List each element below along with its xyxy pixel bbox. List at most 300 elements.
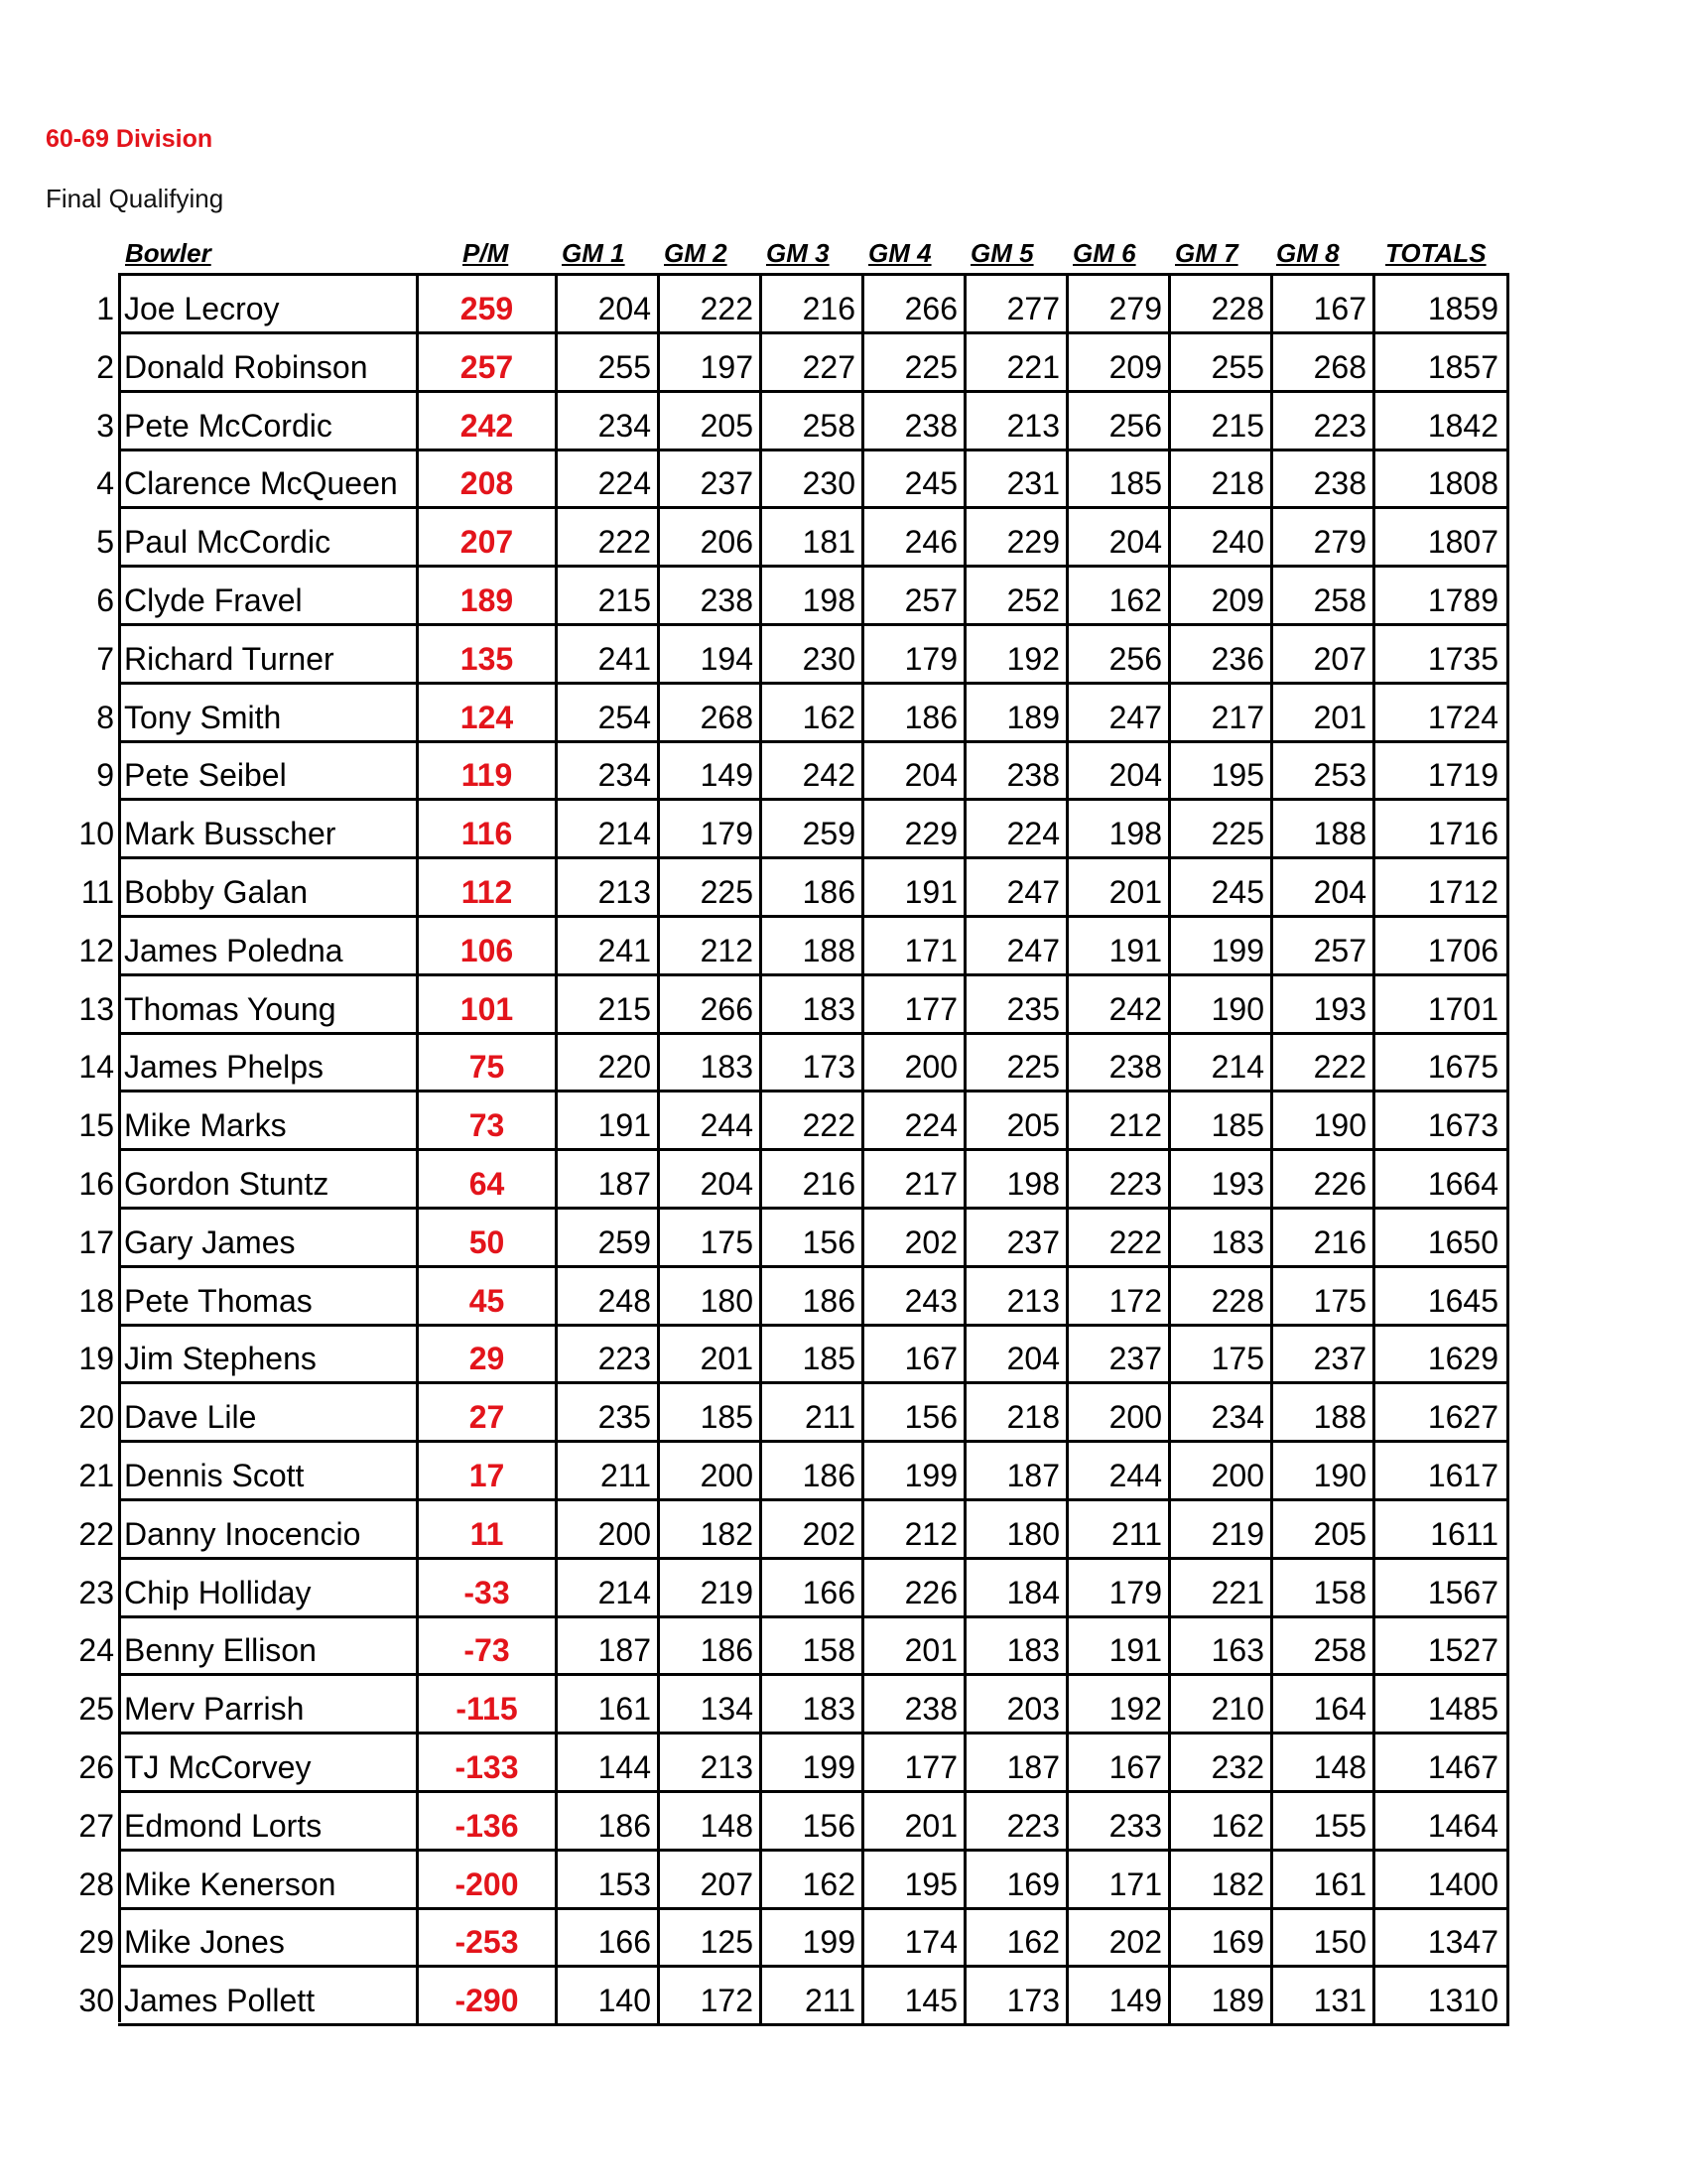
pm-cell: 124 xyxy=(419,685,558,743)
game-score-cell: 257 xyxy=(864,568,967,626)
game-score-cell: 238 xyxy=(1273,450,1375,509)
table-row xyxy=(96,685,1512,743)
standings-table xyxy=(78,273,1509,2022)
game-score-cell: 162 xyxy=(1171,1793,1273,1852)
game-score-cell: 213 xyxy=(558,859,660,918)
rank-cell: 30 xyxy=(78,1983,114,2019)
game-score-cell: 248 xyxy=(558,1268,660,1327)
header-gm6: GM 6 xyxy=(1073,238,1136,268)
bowler-name-cell: Paul McCordic xyxy=(118,509,419,568)
total-cell: 1716 xyxy=(1375,801,1509,859)
game-score-cell: 240 xyxy=(1171,509,1273,568)
game-score-cell: 218 xyxy=(1171,450,1273,509)
game-score-cell: 232 xyxy=(1171,1734,1273,1793)
header-bowler: Bowler xyxy=(125,238,211,268)
game-score-cell: 188 xyxy=(1273,801,1375,859)
division-title: 60-69 Division xyxy=(46,125,213,153)
game-score-cell: 202 xyxy=(1069,1909,1171,1968)
table-row xyxy=(78,1443,1512,1501)
game-score-cell: 163 xyxy=(1171,1617,1273,1676)
game-score-cell: 220 xyxy=(558,1034,660,1092)
game-score-cell: 156 xyxy=(762,1793,864,1852)
game-score-cell: 153 xyxy=(558,1852,660,1910)
total-cell: 1464 xyxy=(1375,1793,1509,1852)
game-score-cell: 245 xyxy=(864,450,967,509)
game-score-cell: 158 xyxy=(1273,1560,1375,1618)
game-score-cell: 134 xyxy=(660,1676,762,1734)
game-score-cell: 161 xyxy=(558,1676,660,1734)
game-score-cell: 216 xyxy=(762,276,864,334)
game-score-cell: 201 xyxy=(1273,685,1375,743)
bowler-name-cell: Joe Lecroy xyxy=(118,276,419,334)
pm-cell: -33 xyxy=(419,1560,558,1618)
rank-cell: 20 xyxy=(78,1399,114,1436)
game-score-cell: 187 xyxy=(558,1151,660,1210)
total-cell: 1807 xyxy=(1375,509,1509,568)
bowler-name-cell: Pete Thomas xyxy=(118,1268,419,1327)
table-row xyxy=(78,1501,1512,1560)
game-score-cell: 258 xyxy=(762,393,864,451)
bowler-name-cell: Chip Holliday xyxy=(118,1560,419,1618)
game-score-cell: 266 xyxy=(660,976,762,1035)
game-score-cell: 185 xyxy=(1171,1092,1273,1151)
header-gm4: GM 4 xyxy=(868,238,932,268)
game-score-cell: 268 xyxy=(1273,334,1375,393)
game-score-cell: 179 xyxy=(864,626,967,685)
game-score-cell: 202 xyxy=(864,1210,967,1268)
game-score-cell: 166 xyxy=(762,1560,864,1618)
table-row xyxy=(96,568,1512,626)
total-cell: 1567 xyxy=(1375,1560,1509,1618)
game-score-cell: 192 xyxy=(1069,1676,1171,1734)
game-score-cell: 205 xyxy=(1273,1501,1375,1560)
pm-cell: 11 xyxy=(419,1501,558,1560)
game-score-cell: 209 xyxy=(1171,568,1273,626)
game-score-cell: 156 xyxy=(864,1384,967,1443)
game-score-cell: 183 xyxy=(967,1617,1069,1676)
game-score-cell: 244 xyxy=(660,1092,762,1151)
table-row xyxy=(78,1151,1512,1210)
game-score-cell: 172 xyxy=(660,1968,762,2026)
game-score-cell: 205 xyxy=(660,393,762,451)
game-score-cell: 255 xyxy=(558,334,660,393)
pm-cell: -136 xyxy=(419,1793,558,1852)
game-score-cell: 222 xyxy=(1069,1210,1171,1268)
game-score-cell: 277 xyxy=(967,276,1069,334)
game-score-cell: 238 xyxy=(864,393,967,451)
rank-cell: 15 xyxy=(78,1107,114,1144)
total-cell: 1808 xyxy=(1375,450,1509,509)
total-cell: 1673 xyxy=(1375,1092,1509,1151)
rank-cell: 9 xyxy=(96,757,114,794)
rank-cell: 4 xyxy=(96,465,114,502)
game-score-cell: 169 xyxy=(1171,1909,1273,1968)
table-row xyxy=(96,276,1512,334)
header-gm5: GM 5 xyxy=(971,238,1034,268)
table-row xyxy=(78,1210,1512,1268)
total-cell: 1645 xyxy=(1375,1268,1509,1327)
game-score-cell: 179 xyxy=(660,801,762,859)
game-score-cell: 190 xyxy=(1171,976,1273,1035)
game-score-cell: 187 xyxy=(967,1734,1069,1793)
game-score-cell: 197 xyxy=(660,334,762,393)
pm-cell: -73 xyxy=(419,1617,558,1676)
game-score-cell: 259 xyxy=(762,801,864,859)
rank-cell: 26 xyxy=(78,1749,114,1785)
game-score-cell: 198 xyxy=(1069,801,1171,859)
game-score-cell: 186 xyxy=(762,859,864,918)
game-score-cell: 217 xyxy=(864,1151,967,1210)
game-score-cell: 180 xyxy=(967,1501,1069,1560)
bowler-name-cell: Danny Inocencio xyxy=(118,1501,419,1560)
total-cell: 1701 xyxy=(1375,976,1509,1035)
table-row xyxy=(78,801,1512,859)
game-score-cell: 223 xyxy=(1069,1151,1171,1210)
total-cell: 1842 xyxy=(1375,393,1509,451)
game-score-cell: 234 xyxy=(1171,1384,1273,1443)
game-score-cell: 187 xyxy=(558,1617,660,1676)
game-score-cell: 217 xyxy=(1171,685,1273,743)
game-score-cell: 225 xyxy=(660,859,762,918)
total-cell: 1400 xyxy=(1375,1852,1509,1910)
game-score-cell: 169 xyxy=(967,1852,1069,1910)
game-score-cell: 242 xyxy=(1069,976,1171,1035)
game-score-cell: 211 xyxy=(762,1384,864,1443)
game-score-cell: 177 xyxy=(864,976,967,1035)
bowler-name-cell: Dave Lile xyxy=(118,1384,419,1443)
table-row xyxy=(78,918,1512,976)
bowler-name-cell: Gary James xyxy=(118,1210,419,1268)
game-score-cell: 222 xyxy=(762,1092,864,1151)
game-score-cell: 238 xyxy=(1069,1034,1171,1092)
game-score-cell: 200 xyxy=(558,1501,660,1560)
game-score-cell: 237 xyxy=(1273,1326,1375,1384)
header-totals: TOTALS xyxy=(1385,238,1487,268)
game-score-cell: 182 xyxy=(660,1501,762,1560)
rank-cell: 16 xyxy=(78,1166,114,1202)
game-score-cell: 241 xyxy=(558,626,660,685)
pm-cell: 135 xyxy=(419,626,558,685)
game-score-cell: 198 xyxy=(762,568,864,626)
bowler-name-cell: Mike Marks xyxy=(118,1092,419,1151)
game-score-cell: 201 xyxy=(1069,859,1171,918)
bowler-name-cell: Pete Seibel xyxy=(118,742,419,801)
game-score-cell: 200 xyxy=(864,1034,967,1092)
game-score-cell: 238 xyxy=(660,568,762,626)
game-score-cell: 131 xyxy=(1273,1968,1375,2026)
table-row xyxy=(78,1034,1512,1092)
total-cell: 1347 xyxy=(1375,1909,1509,1968)
game-score-cell: 162 xyxy=(762,685,864,743)
game-score-cell: 213 xyxy=(967,393,1069,451)
game-score-cell: 195 xyxy=(1171,742,1273,801)
game-score-cell: 255 xyxy=(1171,334,1273,393)
game-score-cell: 172 xyxy=(1069,1268,1171,1327)
game-score-cell: 183 xyxy=(660,1034,762,1092)
bowler-name-cell: Mark Busscher xyxy=(118,801,419,859)
game-score-cell: 209 xyxy=(1069,334,1171,393)
game-score-cell: 212 xyxy=(1069,1092,1171,1151)
bowler-name-cell: Merv Parrish xyxy=(118,1676,419,1734)
game-score-cell: 266 xyxy=(864,276,967,334)
game-score-cell: 171 xyxy=(1069,1852,1171,1910)
game-score-cell: 213 xyxy=(967,1268,1069,1327)
table-row xyxy=(78,1268,1512,1327)
game-score-cell: 173 xyxy=(967,1968,1069,2026)
header-gm7: GM 7 xyxy=(1175,238,1238,268)
game-score-cell: 221 xyxy=(967,334,1069,393)
total-cell: 1735 xyxy=(1375,626,1509,685)
bowler-name-cell: Edmond Lorts xyxy=(118,1793,419,1852)
game-score-cell: 257 xyxy=(1273,918,1375,976)
bowler-name-cell: James Phelps xyxy=(118,1034,419,1092)
pm-cell: 106 xyxy=(419,918,558,976)
pm-cell: 208 xyxy=(419,450,558,509)
game-score-cell: 201 xyxy=(660,1326,762,1384)
rank-cell: 14 xyxy=(78,1049,114,1086)
pm-cell: 116 xyxy=(419,801,558,859)
table-row xyxy=(78,1384,1512,1443)
game-score-cell: 231 xyxy=(967,450,1069,509)
rank-cell: 21 xyxy=(78,1458,114,1493)
game-score-cell: 205 xyxy=(967,1092,1069,1151)
game-score-cell: 227 xyxy=(762,334,864,393)
game-score-cell: 167 xyxy=(1273,276,1375,334)
bowler-name-cell: Thomas Young xyxy=(118,976,419,1035)
rank-cell: 27 xyxy=(78,1807,114,1844)
game-score-cell: 199 xyxy=(1171,918,1273,976)
table-row xyxy=(78,1968,1512,2026)
table-row xyxy=(96,742,1512,801)
table-row xyxy=(96,450,1512,509)
game-score-cell: 214 xyxy=(558,801,660,859)
game-score-cell: 247 xyxy=(967,859,1069,918)
game-score-cell: 204 xyxy=(660,1151,762,1210)
game-score-cell: 191 xyxy=(1069,918,1171,976)
game-score-cell: 204 xyxy=(864,742,967,801)
bowler-name-cell: TJ McCorvey xyxy=(118,1734,419,1793)
game-score-cell: 213 xyxy=(660,1734,762,1793)
game-score-cell: 222 xyxy=(660,276,762,334)
table-row xyxy=(80,859,1512,918)
rank-cell: 22 xyxy=(78,1515,114,1552)
total-cell: 1719 xyxy=(1375,742,1509,801)
game-score-cell: 167 xyxy=(1069,1734,1171,1793)
game-score-cell: 166 xyxy=(558,1909,660,1968)
game-score-cell: 189 xyxy=(967,685,1069,743)
game-score-cell: 256 xyxy=(1069,626,1171,685)
pm-cell: 50 xyxy=(419,1210,558,1268)
bowler-name-cell: Gordon Stuntz xyxy=(118,1151,419,1210)
game-score-cell: 256 xyxy=(1069,393,1171,451)
game-score-cell: 225 xyxy=(1171,801,1273,859)
game-score-cell: 204 xyxy=(1069,509,1171,568)
game-score-cell: 198 xyxy=(967,1151,1069,1210)
game-score-cell: 167 xyxy=(864,1326,967,1384)
game-score-cell: 207 xyxy=(660,1852,762,1910)
game-score-cell: 174 xyxy=(864,1909,967,1968)
game-score-cell: 279 xyxy=(1273,509,1375,568)
game-score-cell: 207 xyxy=(1273,626,1375,685)
pm-cell: 242 xyxy=(419,393,558,451)
pm-cell: -253 xyxy=(419,1909,558,1968)
game-score-cell: 164 xyxy=(1273,1676,1375,1734)
game-score-cell: 224 xyxy=(558,450,660,509)
game-score-cell: 200 xyxy=(1171,1443,1273,1501)
game-score-cell: 182 xyxy=(1171,1852,1273,1910)
game-score-cell: 199 xyxy=(762,1909,864,1968)
total-cell: 1617 xyxy=(1375,1443,1509,1501)
game-score-cell: 148 xyxy=(660,1793,762,1852)
game-score-cell: 216 xyxy=(762,1151,864,1210)
total-cell: 1467 xyxy=(1375,1734,1509,1793)
rank-cell: 5 xyxy=(96,524,114,561)
game-score-cell: 201 xyxy=(864,1793,967,1852)
game-score-cell: 244 xyxy=(1069,1443,1171,1501)
pm-cell: -200 xyxy=(419,1852,558,1910)
game-score-cell: 195 xyxy=(864,1852,967,1910)
game-score-cell: 175 xyxy=(660,1210,762,1268)
header-gm8: GM 8 xyxy=(1276,238,1340,268)
game-score-cell: 140 xyxy=(558,1968,660,2026)
game-score-cell: 228 xyxy=(1171,276,1273,334)
table-row xyxy=(78,1617,1512,1676)
pm-cell: 45 xyxy=(419,1268,558,1327)
bowler-name-cell: Benny Ellison xyxy=(118,1617,419,1676)
pm-cell: 101 xyxy=(419,976,558,1035)
game-score-cell: 235 xyxy=(558,1384,660,1443)
game-score-cell: 212 xyxy=(864,1501,967,1560)
game-score-cell: 177 xyxy=(864,1734,967,1793)
game-score-cell: 186 xyxy=(864,685,967,743)
game-score-cell: 224 xyxy=(864,1092,967,1151)
rank-cell: 2 xyxy=(96,348,114,385)
total-cell: 1310 xyxy=(1375,1968,1509,2026)
pm-cell: -290 xyxy=(419,1968,558,2026)
table-row xyxy=(78,1734,1512,1793)
game-score-cell: 237 xyxy=(1069,1326,1171,1384)
pm-cell: -115 xyxy=(419,1676,558,1734)
game-score-cell: 201 xyxy=(864,1617,967,1676)
table-row xyxy=(78,1793,1512,1852)
game-score-cell: 150 xyxy=(1273,1909,1375,1968)
game-score-cell: 215 xyxy=(1171,393,1273,451)
game-score-cell: 219 xyxy=(1171,1501,1273,1560)
game-score-cell: 145 xyxy=(864,1968,967,2026)
bowler-name-cell: Pete McCordic xyxy=(118,393,419,451)
game-score-cell: 191 xyxy=(864,859,967,918)
game-score-cell: 229 xyxy=(967,509,1069,568)
game-score-cell: 211 xyxy=(1069,1501,1171,1560)
column-headers xyxy=(0,238,1688,272)
rank-cell: 1 xyxy=(96,291,114,326)
pm-cell: 73 xyxy=(419,1092,558,1151)
bowler-name-cell: Mike Jones xyxy=(118,1909,419,1968)
game-score-cell: 193 xyxy=(1273,976,1375,1035)
game-score-cell: 225 xyxy=(967,1034,1069,1092)
total-cell: 1675 xyxy=(1375,1034,1509,1092)
game-score-cell: 214 xyxy=(558,1560,660,1618)
table-row xyxy=(96,393,1512,451)
game-score-cell: 221 xyxy=(1171,1560,1273,1618)
rank-cell: 19 xyxy=(78,1341,114,1377)
game-score-cell: 183 xyxy=(762,976,864,1035)
pm-cell: 257 xyxy=(419,334,558,393)
game-score-cell: 206 xyxy=(660,509,762,568)
game-score-cell: 200 xyxy=(1069,1384,1171,1443)
game-score-cell: 268 xyxy=(660,685,762,743)
game-score-cell: 224 xyxy=(967,801,1069,859)
table-row xyxy=(96,334,1512,393)
total-cell: 1712 xyxy=(1375,859,1509,918)
game-score-cell: 238 xyxy=(864,1676,967,1734)
table-row xyxy=(78,976,1512,1035)
table-row xyxy=(78,1326,1512,1384)
bowler-name-cell: Richard Turner xyxy=(118,626,419,685)
table-row xyxy=(96,626,1512,685)
game-score-cell: 202 xyxy=(762,1501,864,1560)
rank-cell: 23 xyxy=(78,1574,114,1610)
game-score-cell: 243 xyxy=(864,1268,967,1327)
game-score-cell: 144 xyxy=(558,1734,660,1793)
pm-cell: 17 xyxy=(419,1443,558,1501)
game-score-cell: 179 xyxy=(1069,1560,1171,1618)
bowler-name-cell: Clarence McQueen xyxy=(118,450,419,509)
bowler-name-cell: Tony Smith xyxy=(118,685,419,743)
game-score-cell: 215 xyxy=(558,568,660,626)
bowler-name-cell: Clyde Fravel xyxy=(118,568,419,626)
rank-cell: 13 xyxy=(78,990,114,1027)
table-row xyxy=(96,509,1512,568)
game-score-cell: 258 xyxy=(1273,1617,1375,1676)
game-score-cell: 158 xyxy=(762,1617,864,1676)
game-score-cell: 183 xyxy=(1171,1210,1273,1268)
table-row xyxy=(78,1092,1512,1151)
rank-cell: 6 xyxy=(96,582,114,618)
header-gm3: GM 3 xyxy=(766,238,830,268)
game-score-cell: 204 xyxy=(558,276,660,334)
rank-cell: 29 xyxy=(78,1924,114,1961)
game-score-cell: 149 xyxy=(660,742,762,801)
rank-cell: 10 xyxy=(78,816,114,852)
table-row xyxy=(78,1852,1512,1910)
game-score-cell: 185 xyxy=(1069,450,1171,509)
bowler-name-cell: Jim Stephens xyxy=(118,1326,419,1384)
game-score-cell: 223 xyxy=(1273,393,1375,451)
game-score-cell: 125 xyxy=(660,1909,762,1968)
game-score-cell: 199 xyxy=(762,1734,864,1793)
game-score-cell: 241 xyxy=(558,918,660,976)
game-score-cell: 252 xyxy=(967,568,1069,626)
game-score-cell: 237 xyxy=(660,450,762,509)
game-score-cell: 222 xyxy=(558,509,660,568)
game-score-cell: 192 xyxy=(967,626,1069,685)
header-pm: P/M xyxy=(462,238,509,268)
game-score-cell: 186 xyxy=(762,1443,864,1501)
table-row xyxy=(78,1909,1512,1968)
total-cell: 1724 xyxy=(1375,685,1509,743)
game-score-cell: 183 xyxy=(762,1676,864,1734)
rank-cell: 17 xyxy=(78,1223,114,1260)
pm-cell: 29 xyxy=(419,1326,558,1384)
game-score-cell: 238 xyxy=(967,742,1069,801)
game-score-cell: 225 xyxy=(864,334,967,393)
game-score-cell: 237 xyxy=(967,1210,1069,1268)
game-score-cell: 200 xyxy=(660,1443,762,1501)
game-score-cell: 185 xyxy=(762,1326,864,1384)
total-cell: 1650 xyxy=(1375,1210,1509,1268)
game-score-cell: 219 xyxy=(660,1560,762,1618)
